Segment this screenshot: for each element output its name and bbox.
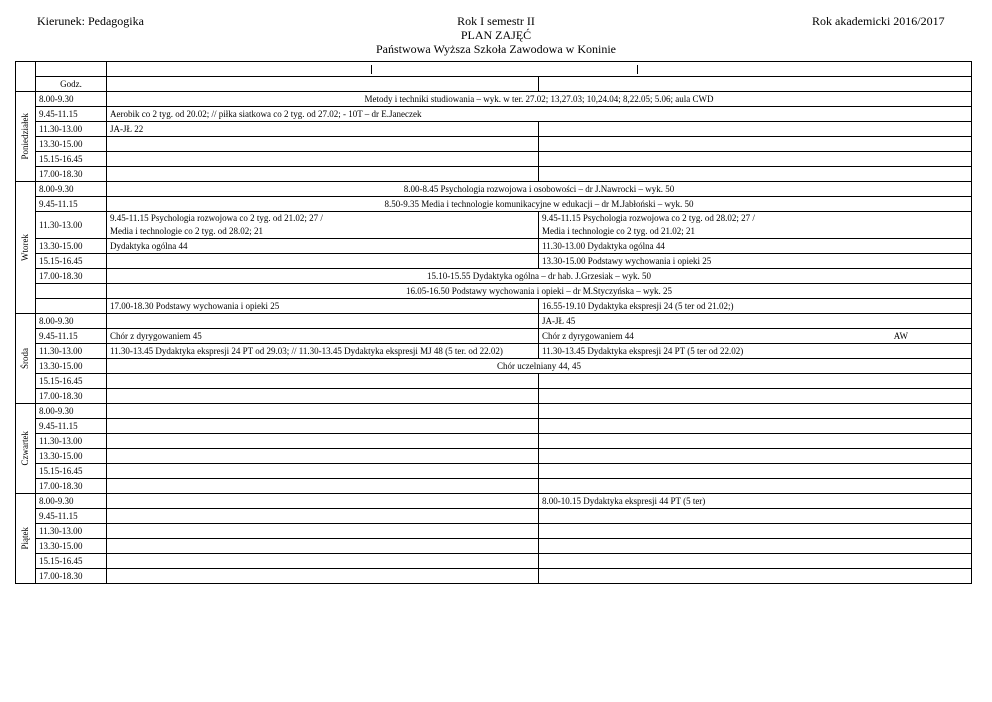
time-cell: 8.00-9.30 (36, 404, 107, 419)
class-cell: JA-JŁ 22 (107, 122, 539, 137)
table-row (16, 479, 972, 494)
time-cell: 15.15-16.45 (36, 464, 107, 479)
table-row (16, 92, 972, 107)
time-cell: 9.45-11.15 (36, 329, 107, 344)
time-cell: 11.30-13.00 (36, 344, 107, 359)
class-cell: 11.30-13.00 Dydaktyka ogólna 44 (539, 239, 972, 254)
table-row (16, 404, 972, 419)
table-row (16, 539, 972, 554)
top-empty-cell (36, 62, 107, 77)
time-cell: 15.15-16.45 (36, 254, 107, 269)
time-cell: 11.30-13.00 (36, 122, 107, 137)
table-row (16, 464, 972, 479)
table-row (16, 197, 972, 212)
year-semester: Rok I semestr II (457, 14, 535, 28)
class-cell: Chór z dyrygowaniem 45 (107, 329, 539, 344)
time-cell: 17.00-18.30 (36, 167, 107, 182)
class-cell: 8.50-9.35 Media i technologie komunikacyjne w edukacji – dr M.Jabłoński – wyk. 50 (107, 197, 972, 212)
academic-year: Rok akademicki 2016/2017 (812, 14, 945, 28)
table-row (16, 314, 972, 329)
time-cell: 11.30-13.00 (36, 212, 107, 239)
table-row (16, 554, 972, 569)
table-row (16, 254, 972, 269)
corner-cell (16, 62, 36, 92)
school-name: Państwowa Wyższa Szkoła Zawodowa w Koninie (376, 42, 616, 56)
table-row (16, 374, 972, 389)
table-row (16, 107, 972, 122)
table-row (16, 167, 972, 182)
time-cell: 8.00-9.30 (36, 494, 107, 509)
class-cell: 15.10-15.55 Dydaktyka ogólna – dr hab. J.Grzesiak – wyk. 50 (107, 269, 972, 284)
day-label-monday: Poniedziałek (16, 92, 36, 182)
table-row (16, 269, 972, 284)
top-group-cells (107, 62, 972, 77)
time-cell: 17.00-18.30 (36, 269, 107, 284)
class-cell: 11.30-13.45 Dydaktyka ekspresji 24 PT (5 ter od 22.02) (539, 344, 972, 359)
time-cell: 15.15-16.45 (36, 554, 107, 569)
table-row (16, 284, 972, 299)
table-row (16, 344, 972, 359)
table-row (16, 524, 972, 539)
header-row (16, 77, 972, 92)
class-cell: 16.05-16.50 Podstawy wychowania i opieki – dr M.Styczyńska – wyk. 25 (107, 284, 972, 299)
class-cell: Chór z dyrygowaniem 44 AW (539, 329, 972, 344)
table-row (16, 329, 972, 344)
table-row (16, 419, 972, 434)
class-cell: 17.00-18.30 Podstawy wychowania i opieki 25 (107, 299, 539, 314)
table-row (16, 359, 972, 374)
class-cell: Dydaktyka ogólna 44 (107, 239, 539, 254)
table-row (16, 494, 972, 509)
table-row (16, 434, 972, 449)
table-row (16, 137, 972, 152)
table-row (16, 509, 972, 524)
time-cell: 17.00-18.30 (36, 389, 107, 404)
class-cell: 16.55-19.10 Dydaktyka ekspresji 24 (5 ter od 21.02;) (539, 299, 972, 314)
day-label-tuesday: Wtorek (16, 182, 36, 314)
time-cell: 9.45-11.15 (36, 509, 107, 524)
time-cell: 13.30-15.00 (36, 359, 107, 374)
time-cell: 17.00-18.30 (36, 569, 107, 584)
time-cell: 8.00-9.30 (36, 314, 107, 329)
kierunek: Kierunek: Pedagogika (37, 14, 144, 28)
class-cell: 13.30-15.00 Podstawy wychowania i opieki 25 (539, 254, 972, 269)
godz-header: Godz. (36, 77, 107, 92)
header-top-row (16, 62, 972, 77)
class-cell: Metody i techniki studiowania – wyk. w ter. 27.02; 13,27.03; 10,24.04; 8,22.05; 5.06; aula CWD (107, 92, 972, 107)
time-cell: 13.30-15.00 (36, 539, 107, 554)
day-label-thursday: Czwartek (16, 404, 36, 494)
class-cell: 11.30-13.45 Dydaktyka ekspresji 24 PT od 29.03; // 11.30-13.45 Dydaktyka ekspresji MJ 48 (5 ter. od 22.02) (107, 344, 539, 359)
table-row (16, 569, 972, 584)
time-cell: 13.30-15.00 (36, 239, 107, 254)
class-cell: 8.00-10.15 Dydaktyka ekspresji 44 PT (5 ter) (539, 494, 972, 509)
time-cell: 13.30-15.00 (36, 449, 107, 464)
time-cell: 8.00-9.30 (36, 92, 107, 107)
aw-label: AW (893, 330, 908, 341)
class-cell: 8.00-8.45 Psychologia rozwojowa i osobowości – dr J.Nawrocki – wyk. 50 (107, 182, 972, 197)
time-cell: 11.30-13.00 (36, 524, 107, 539)
time-cell: 15.15-16.45 (36, 152, 107, 167)
time-cell: 17.00-18.30 (36, 479, 107, 494)
page-title: PLAN ZAJĘĆ (460, 28, 532, 42)
time-cell: 15.15-16.45 (36, 374, 107, 389)
class-cell: JA-JŁ 45 (539, 314, 972, 329)
table-row (16, 212, 972, 239)
day-label-wednesday: Środa (16, 314, 36, 404)
time-cell: 11.30-13.00 (36, 434, 107, 449)
time-cell: 9.45-11.15 (36, 197, 107, 212)
table-row (16, 449, 972, 464)
table-row (16, 239, 972, 254)
time-cell: 8.00-9.30 (36, 182, 107, 197)
table-row (16, 182, 972, 197)
time-cell: 13.30-15.00 (36, 137, 107, 152)
class-cell: 9.45-11.15 Psychologia rozwojowa co 2 tyg. od 21.02; 27 / Media i technologie co 2 tyg. od 28.02; 21 (107, 212, 539, 239)
table-row (16, 389, 972, 404)
class-cell: 9.45-11.15 Psychologia rozwojowa co 2 tyg. od 28.02; 27 / Media i technologie co 2 tyg. od 21.02; 21 (539, 212, 972, 239)
day-label-friday: Piątek (16, 494, 36, 584)
class-cell: Aerobik co 2 tyg. od 20.02; // piłka siatkowa co 2 tyg. od 27.02; - 10T – dr E.Janeczek (107, 107, 972, 122)
class-cell: Chór uczelniany 44, 45 (107, 359, 972, 374)
table-row (16, 299, 972, 314)
time-cell: 9.45-11.15 (36, 107, 107, 122)
table-row (16, 122, 972, 137)
table-row (16, 152, 972, 167)
time-cell: 9.45-11.15 (36, 419, 107, 434)
schedule-table (15, 61, 972, 584)
